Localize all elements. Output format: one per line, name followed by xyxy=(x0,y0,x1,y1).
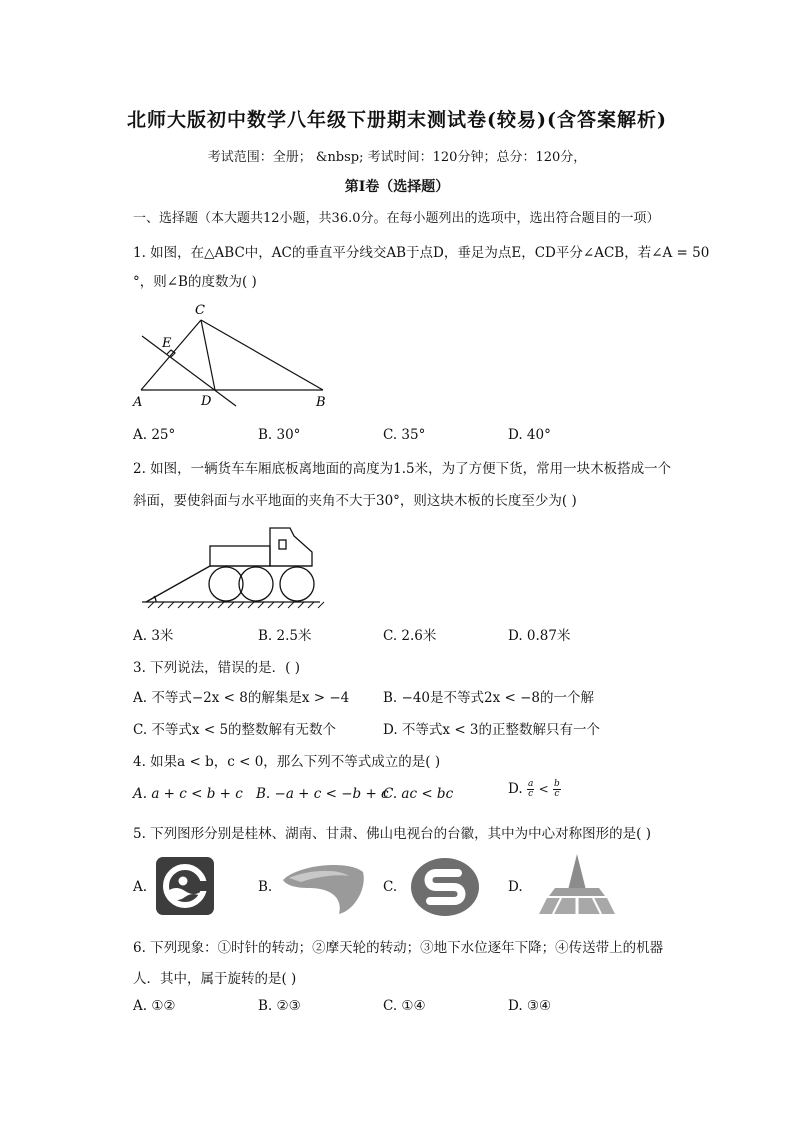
q3-option-b[interactable]: B. −40是不等式2x < −8的一个解 xyxy=(383,690,594,706)
q6-option-d[interactable]: D. ③④ xyxy=(508,998,552,1014)
fraction-b-over-c: $\frac{b}{c}$ xyxy=(553,779,560,799)
page-title: 北师大版初中数学八年级下册期末测试卷(较易)(含答案解析) xyxy=(127,109,667,131)
q5-option-d-label[interactable]: D. xyxy=(508,879,523,895)
q4-option-c[interactable]: C. ac < bc xyxy=(383,786,454,802)
line-cb xyxy=(201,320,323,390)
q5-option-b-label[interactable]: B. xyxy=(258,879,273,895)
less-than-sign: < xyxy=(538,782,549,796)
q1-stem-line2: °，则∠B的度数为( ) xyxy=(133,274,257,290)
q5-option-c-label[interactable]: C. xyxy=(383,879,398,895)
wheel-2 xyxy=(239,567,273,601)
q2-option-b[interactable]: B. 2.5米 xyxy=(258,628,312,644)
q6-option-b[interactable]: B. ②③ xyxy=(258,998,301,1014)
q6-option-c[interactable]: C. ①④ xyxy=(383,998,426,1014)
q3-option-d[interactable]: D. 不等式x < 3的正整数解只有一个 xyxy=(383,722,601,738)
q4-option-a[interactable]: A. a + c < b + c xyxy=(133,786,243,802)
q2-truck-figure xyxy=(140,518,325,613)
wheel-3 xyxy=(280,567,314,601)
label-b: B xyxy=(316,395,326,410)
q3-option-c[interactable]: C. 不等式x < 5的整数解有无数个 xyxy=(133,722,337,738)
q5-stem: 5. 下列图形分别是桂林、湖南、甘肃、佛山电视台的台徽，其中为中心对称图形的是( ) xyxy=(133,826,651,842)
q1-option-d[interactable]: D. 40° xyxy=(508,427,551,443)
wheel-1 xyxy=(209,567,243,601)
q4-option-d-label: D. xyxy=(508,781,523,797)
part-heading: 一、选择题（本大题共12小题，共36.0分。在每小题列出的选项中，选出符合题目的一项） xyxy=(133,211,660,226)
label-a: A xyxy=(133,395,143,410)
q1-triangle-figure xyxy=(128,298,343,413)
truck-window xyxy=(279,540,286,549)
line-ac xyxy=(141,320,201,390)
gansu-tv-logo[interactable] xyxy=(410,857,480,917)
q4-option-b[interactable]: B. −a + c < −b + c xyxy=(256,786,389,802)
q6-stem-line1: 6. 下列现象：①时针的转动；②摩天轮的转动；③地下水位逐年下降；④传送带上的机器 xyxy=(133,940,664,956)
q1-option-b[interactable]: B. 30° xyxy=(258,427,301,443)
truck-cab xyxy=(270,528,312,566)
perpendicular-bisector xyxy=(142,336,236,406)
q6-stem-line2: 人．其中，属于旋转的是( ) xyxy=(133,971,297,987)
fraction-a-over-c: $\frac{a}{c}$ xyxy=(527,779,534,799)
section-heading: 第Ⅰ卷（选择题） xyxy=(344,179,450,195)
label-c: C xyxy=(195,303,205,318)
label-d: D xyxy=(201,394,212,409)
q5-option-a-label[interactable]: A. xyxy=(133,879,148,895)
ground-hatching xyxy=(148,602,324,608)
q1-option-c[interactable]: C. 35° xyxy=(383,427,426,443)
q2-option-c[interactable]: C. 2.6米 xyxy=(383,628,437,644)
ramp-board xyxy=(146,566,210,602)
guilin-tv-logo[interactable] xyxy=(156,857,214,915)
q1-stem-line1: 1. 如图，在△ABC中，AC的垂直平分线交AB于点D，垂足为点E，CD平分∠ACB，若∠A = 50 xyxy=(133,245,710,261)
q2-stem-line1: 2. 如图，一辆货车车厢底板离地面的高度为1.5米，为了方便下货，常用一块木板搭成一个 xyxy=(133,461,672,477)
hunan-tv-logo[interactable] xyxy=(279,858,369,918)
q4-option-d[interactable] xyxy=(508,780,561,799)
q2-option-d[interactable]: D. 0.87米 xyxy=(508,628,571,644)
q6-option-a[interactable]: A. ①② xyxy=(133,998,176,1014)
q3-stem: 3. 下列说法，错误的是．( ) xyxy=(133,660,300,676)
q2-stem-line2: 斜面，要使斜面与水平地面的夹角不大于30°，则这块木板的长度至少为( ) xyxy=(133,493,577,509)
exam-info: 考试范围：全册； &nbsp; 考试时间：120分钟；总分：120分， xyxy=(207,150,587,165)
foshan-tv-logo[interactable] xyxy=(535,852,619,916)
truck-bed xyxy=(210,546,270,566)
q4-stem: 4. 如果a < b，c < 0，那么下列不等式成立的是( ) xyxy=(133,754,441,770)
label-e: E xyxy=(162,336,172,351)
line-cd xyxy=(201,320,215,390)
q1-option-a[interactable]: A. 25° xyxy=(133,427,176,443)
q2-option-a[interactable]: A. 3米 xyxy=(133,628,174,644)
q3-option-a[interactable]: A. 不等式−2x < 8的解集是x > −4 xyxy=(133,690,350,706)
